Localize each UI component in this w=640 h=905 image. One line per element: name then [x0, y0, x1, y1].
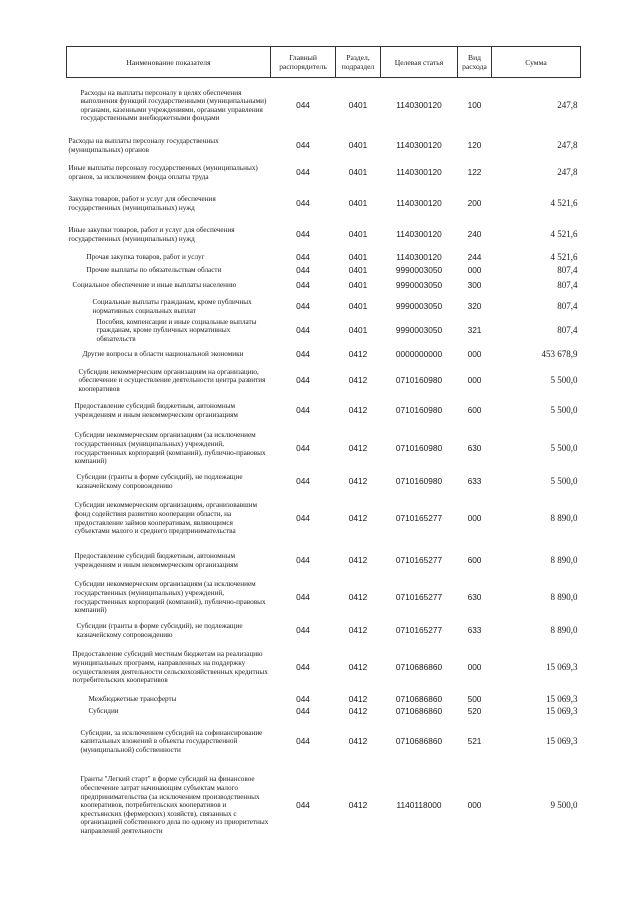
row-cel: 1140300120	[396, 251, 442, 262]
row-razd: 0401	[348, 251, 368, 262]
row-cel: 0710165277	[395, 555, 443, 566]
row-vid: 000	[467, 662, 482, 673]
row-sum: 807,4	[557, 325, 578, 336]
row-name: Расходы на выплаты персоналу государственных (муниципальных) органов	[68, 136, 219, 154]
row-razd: 0412	[348, 592, 368, 603]
table-row	[67, 344, 581, 366]
row-vid: 600	[467, 555, 482, 566]
row-cel: 0710686860	[395, 694, 443, 705]
row-name: Социальные выплаты гражданам, кроме публичных нормативных социальных выплат	[92, 297, 252, 315]
row-cel: 1140300120	[396, 140, 442, 151]
row-sum: 8 890,0	[550, 555, 578, 566]
row-vid: 000	[467, 349, 482, 360]
row-razd: 0412	[348, 706, 368, 717]
row-vid: 500	[467, 694, 482, 705]
row-glav: 044	[296, 476, 310, 487]
row-vid: 633	[467, 476, 482, 487]
row-glav: 044	[296, 405, 310, 416]
row-name: Межбюджетные трансферты	[88, 695, 177, 704]
row-name: Пособия, компенсации и иные социальные выплаты гражданам, кроме публичных нормативных обязательств	[96, 317, 257, 343]
row-vid: 320	[467, 301, 482, 312]
row-name: Расходы на выплаты персоналу в целях обеспечения выполнения функций государственными (муниципальными) органами, казенными учреждениями, органами управления государственными внебюджетными фондами	[80, 88, 267, 123]
table-header	[67, 47, 581, 78]
row-glav: 044	[296, 662, 310, 673]
row-sum: 4 521,6	[550, 229, 578, 240]
row-name: Субсидии (гранты в форме субсидий), не подлежащие казначейскому сопровождению	[76, 472, 243, 490]
row-razd: 0412	[348, 662, 368, 673]
table-body	[67, 78, 581, 846]
row-glav: 044	[296, 443, 310, 454]
table-row	[67, 620, 581, 642]
table-row	[67, 276, 581, 296]
row-razd: 0412	[348, 513, 368, 524]
row-sum: 15 069,3	[546, 662, 578, 673]
row-name: Иные закупки товаров, работ и услуг для обеспечения государственных (муниципальных) нужд	[68, 225, 235, 243]
row-glav: 044	[296, 592, 310, 603]
row-glav: 044	[296, 375, 310, 386]
row-vid: 000	[467, 513, 482, 524]
row-name: Предоставление субсидий местным бюджетам на реализацию муниципальных программ, направленных на поддержку осуществления деятельности сельскохозяйственных кредитных потребительских кооперативов	[72, 650, 268, 685]
table-row	[67, 265, 581, 276]
row-name: Субсидии некоммерческим организациям на организацию, обеспечение и осуществление деятельности центра развития кооперативов	[78, 367, 266, 393]
row-sum: 15 069,3	[546, 706, 578, 717]
row-razd: 0412	[348, 736, 368, 747]
row-razd: 0412	[348, 625, 368, 636]
row-name: Гранты "Легкий старт" в форме субсидий на финансовое обеспечение затрат начинающим субъектам малого предпринимательства (за исключением производственных кооперативов, потребительских кооперативов и крестьянских (фермерских) хозяйств), связанных с организацией собственного дела по одному из приоритетных направлений деятельности	[80, 775, 269, 835]
row-vid: 521	[467, 736, 482, 747]
row-sum: 807,4	[557, 264, 578, 275]
row-sum: 247,8	[557, 167, 578, 178]
row-razd: 0412	[348, 349, 368, 360]
row-name: Прочая закупка товаров, работ и услуг	[86, 252, 205, 261]
row-glav: 044	[296, 198, 310, 209]
row-glav: 044	[296, 301, 310, 312]
header-name: Наименование показателя	[67, 47, 271, 78]
row-cel: 9990003050	[395, 325, 443, 336]
header-sum: Сумма	[492, 47, 581, 78]
row-sum: 247,8	[557, 100, 578, 111]
row-glav: 044	[296, 800, 310, 811]
row-glav: 044	[296, 167, 310, 178]
row-razd: 0401	[348, 198, 368, 209]
row-vid: 200	[467, 198, 482, 209]
table-row	[67, 706, 581, 718]
table-row	[67, 576, 581, 620]
row-cel: 1140300120	[396, 167, 442, 178]
row-sum: 9 500,0	[550, 800, 578, 811]
row-glav: 044	[296, 555, 310, 566]
header-vid: Вид расхода	[458, 47, 492, 78]
row-vid: 633	[467, 625, 482, 636]
row-glav: 044	[296, 694, 310, 705]
row-razd: 0412	[348, 405, 368, 416]
table-row	[67, 78, 581, 134]
row-glav: 044	[296, 706, 310, 717]
row-sum: 807,4	[557, 301, 578, 312]
row-name: Социальное обеспечение и иные выплаты населению	[72, 281, 237, 290]
row-cel: 0710686860	[395, 706, 443, 717]
row-name: Субсидии некоммерческим организациям (за исключением государственных (муниципальных) учреждений, государственных корпораций (компаний), публично-правовых компаний)	[74, 431, 266, 466]
row-glav: 044	[296, 280, 310, 291]
row-vid: 630	[467, 443, 482, 454]
row-name: Иные выплаты персоналу государственных (муниципальных) органов, за исключением фонда оплаты труда	[68, 163, 258, 181]
row-name: Субсидии некоммерческим организациям (за исключением государственных (муниципальных) учреждений, государственных корпораций (компаний), публично-правовых компаний)	[74, 580, 266, 615]
row-vid: 300	[467, 280, 482, 291]
row-razd: 0401	[348, 100, 368, 111]
row-sum: 5 500,0	[550, 405, 578, 416]
row-cel: 1140118000	[396, 800, 442, 811]
row-name: Субсидии	[88, 707, 119, 716]
row-cel: 9990003050	[395, 301, 443, 312]
row-sum: 5 500,0	[550, 443, 578, 454]
row-cel: 9990003050	[395, 264, 443, 275]
row-cel: 0710165277	[395, 513, 443, 524]
row-cel: 0710686860	[395, 662, 443, 673]
row-sum: 4 521,6	[550, 198, 578, 209]
row-cel: 0710160980	[395, 405, 443, 416]
row-vid: 321	[467, 325, 482, 336]
row-razd: 0412	[348, 443, 368, 454]
row-cel: 9990003050	[395, 280, 443, 291]
row-razd: 0401	[348, 301, 368, 312]
table-row	[67, 694, 581, 706]
row-glav: 044	[296, 325, 310, 336]
row-cel: 0710160980	[395, 443, 443, 454]
row-glav: 044	[296, 264, 310, 275]
row-sum: 807,4	[557, 280, 578, 291]
row-glav: 044	[296, 513, 310, 524]
row-vid: 600	[467, 405, 482, 416]
row-sum: 15 069,3	[546, 736, 578, 747]
table-row	[67, 642, 581, 694]
row-sum: 5 500,0	[550, 476, 578, 487]
row-razd: 0412	[348, 375, 368, 386]
table-row	[67, 318, 581, 344]
header-razd: Раздел, подраздел	[336, 47, 381, 78]
row-sum: 4 521,6	[550, 251, 578, 262]
row-cel: 0710686860	[395, 736, 443, 747]
row-razd: 0401	[348, 140, 368, 151]
table-row	[67, 766, 581, 846]
header-row	[67, 47, 581, 78]
row-razd: 0401	[348, 280, 368, 291]
row-glav: 044	[296, 140, 310, 151]
row-name: Предоставление субсидий бюджетным, автономным учреждениям и иным некоммерческим организациям	[74, 401, 238, 419]
row-razd: 0401	[348, 264, 368, 275]
row-sum: 453 678,9	[541, 349, 578, 360]
table-row	[67, 296, 581, 318]
row-cel: 0000000000	[395, 349, 443, 360]
row-vid: 120	[467, 140, 482, 151]
row-cel: 0710160980	[395, 476, 443, 487]
row-cel: 0710160980	[395, 375, 443, 386]
table-row	[67, 188, 581, 220]
row-vid: 122	[467, 167, 482, 178]
row-name: Субсидии некоммерческим организациям, организовавшим фонд содействия развитию кооперации области, на предоставление займов кооперативам, являющимся субъектами малого и среднего предпринимательства	[74, 501, 258, 536]
row-name: Другие вопросы в области национальной экономики	[82, 350, 244, 359]
row-sum: 15 069,3	[546, 694, 578, 705]
header-glav: Главный распорядитель	[271, 47, 336, 78]
row-vid: 520	[467, 706, 482, 717]
row-sum: 247,8	[557, 140, 578, 151]
row-sum: 8 890,0	[550, 625, 578, 636]
table-row	[67, 396, 581, 426]
row-sum: 5 500,0	[550, 375, 578, 386]
row-vid: 244	[467, 251, 482, 262]
row-cel: 0710165277	[395, 592, 443, 603]
table-row	[67, 250, 581, 265]
table-row	[67, 158, 581, 188]
row-vid: 100	[467, 100, 482, 111]
row-razd: 0412	[348, 555, 368, 566]
table-row	[67, 492, 581, 546]
table-row	[67, 718, 581, 766]
budget-table	[66, 46, 581, 846]
row-name: Предоставление субсидий бюджетным, автономным учреждениям и иным некоммерческим организациям	[74, 551, 238, 569]
row-cel: 1140300120	[396, 100, 442, 111]
row-vid: 000	[467, 264, 482, 275]
row-razd: 0412	[348, 694, 368, 705]
row-name: Закупка товаров, работ и услуг для обеспечения государственных (муниципальных) нужд	[68, 194, 216, 212]
row-vid: 240	[467, 229, 482, 240]
row-glav: 044	[296, 100, 310, 111]
row-cel: 1140300120	[396, 198, 442, 209]
row-razd: 0401	[348, 229, 368, 240]
row-glav: 044	[296, 349, 310, 360]
row-razd: 0401	[348, 167, 368, 178]
row-glav: 044	[296, 229, 310, 240]
row-name: Субсидии (гранты в форме субсидий), не подлежащие казначейскому сопровождению	[76, 621, 243, 639]
row-vid: 000	[467, 800, 482, 811]
row-razd: 0401	[348, 325, 368, 336]
row-glav: 044	[296, 736, 310, 747]
row-glav: 044	[296, 625, 310, 636]
row-razd: 0412	[348, 800, 368, 811]
table-row	[67, 426, 581, 472]
table-row	[67, 220, 581, 250]
header-cel: Целевая статья	[381, 47, 458, 78]
table-row	[67, 472, 581, 492]
row-glav: 044	[296, 251, 310, 262]
table-row	[67, 134, 581, 158]
table-row	[67, 366, 581, 396]
row-name: Прочие выплаты по обязательствам области	[86, 265, 222, 274]
row-cel: 0710165277	[395, 625, 443, 636]
row-name: Субсидии, за исключением субсидий на софинансирование капитальных вложений в объекты государственной (муниципальной) собственности	[80, 728, 263, 754]
row-vid: 000	[467, 375, 482, 386]
row-vid: 630	[467, 592, 482, 603]
row-cel: 1140300120	[396, 229, 442, 240]
row-sum: 8 890,0	[550, 592, 578, 603]
table-row	[67, 546, 581, 576]
row-sum: 8 890,0	[550, 513, 578, 524]
row-razd: 0412	[348, 476, 368, 487]
